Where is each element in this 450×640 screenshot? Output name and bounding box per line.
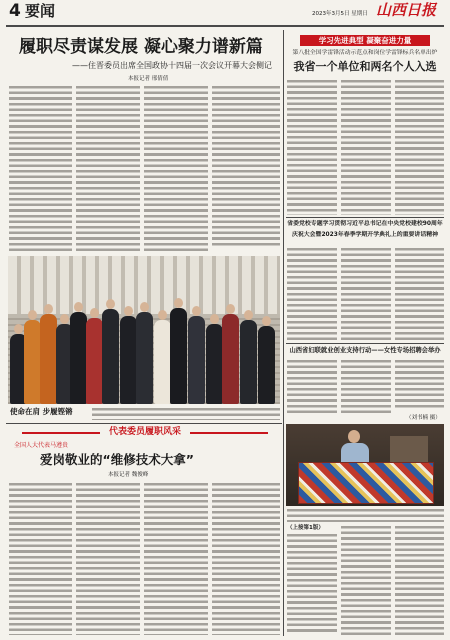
person-head	[262, 316, 271, 326]
person-head	[106, 299, 115, 309]
embroidered-fabric	[298, 462, 434, 504]
embroidery-photo	[286, 424, 444, 506]
sidebar-banner: 学习先进典型 凝聚奋进力量	[300, 35, 430, 46]
lead-subheadline: ——住晋委员出席全国政协十四届一次会议开幕大会侧记	[72, 61, 272, 70]
story1-headline: 我省一个单位和两名个人入选	[293, 60, 437, 73]
person-head	[44, 304, 53, 314]
article-body-column	[212, 483, 280, 635]
person-head	[210, 314, 219, 324]
banner-rule-left	[22, 432, 100, 434]
feature-banner: 代表委员履职风采	[108, 427, 181, 437]
story1-subhead: 第八批全国学雷锋活动示范点和岗位学雷锋标兵名单出炉	[292, 50, 438, 56]
article-body-column	[395, 80, 444, 215]
article-body-column	[212, 86, 280, 247]
person-figure	[136, 312, 153, 404]
article-body-column	[287, 80, 337, 215]
person-figure	[222, 314, 239, 404]
masthead-logo: 山西日报	[376, 1, 437, 19]
person-figure	[258, 326, 275, 404]
person-figure	[40, 314, 57, 404]
person-figure	[154, 320, 171, 404]
person-figure	[70, 312, 87, 404]
banner-rule-right	[190, 432, 268, 434]
person-head	[60, 314, 69, 324]
person-head	[140, 302, 149, 312]
feature-byline: 本报记者 魏俊峰	[108, 472, 149, 478]
issue-date: 2023年3月5日 星期日	[312, 11, 368, 17]
person-figure	[240, 320, 257, 404]
article-body-column	[76, 483, 140, 635]
person-figure	[170, 308, 187, 404]
article-body-column	[341, 360, 391, 416]
person-head	[90, 308, 99, 318]
jump-label: （上接第1版）	[287, 525, 324, 531]
person-head	[124, 306, 133, 316]
article-body-column	[9, 483, 72, 635]
page-number: 4	[9, 1, 21, 21]
column-divider	[283, 30, 284, 636]
lead-byline: 本报记者 邢倩倩	[128, 76, 169, 82]
article-body-column	[341, 80, 391, 215]
feature-headline: 爱岗敬业的“维修技术大拿”	[40, 452, 194, 467]
article-body-column	[395, 526, 444, 635]
story2-headline-line2: 庆祝大会暨2023年春季学期开学典礼上的重要讲话精神	[292, 232, 438, 238]
person-figure	[206, 324, 223, 404]
person-head	[74, 302, 83, 312]
photo-credit: （刘书楠 摄）	[406, 415, 441, 421]
article-body-column	[395, 248, 444, 340]
article-body-column	[287, 248, 337, 340]
lead-photo	[8, 256, 280, 404]
article-body-column	[395, 360, 444, 410]
person-head	[14, 324, 23, 334]
person-figure	[188, 316, 205, 404]
article-body-column	[76, 86, 140, 253]
article-body-column	[287, 534, 337, 635]
person-figure	[86, 318, 103, 404]
person-head	[226, 304, 235, 314]
article-body-column	[9, 86, 72, 253]
article-body-column	[144, 86, 208, 253]
background-frame	[390, 436, 428, 462]
story-rule	[286, 343, 444, 344]
feature-kicker: 全国人大代表马遵贵	[14, 442, 69, 449]
story2-headline-line1: 省委党校专题学习贯彻习近平总书记在中央党校建校90周年	[287, 221, 443, 227]
header-rule	[6, 25, 444, 27]
person-figure	[120, 316, 137, 404]
person-head	[348, 430, 360, 443]
article-body-column	[341, 526, 391, 635]
story3-headline: 山西省妇联就业创业支持行动——女性专场招聘会举办	[289, 347, 441, 354]
person-head	[28, 310, 37, 320]
person-figure	[102, 309, 119, 404]
photo-title: 使命在肩 步履铿锵	[10, 407, 73, 416]
person-head	[158, 310, 167, 320]
photo-caption	[287, 509, 444, 522]
lead-headline: 履职尽责谋发展 凝心聚力谱新篇	[19, 37, 263, 57]
story-rule	[286, 217, 444, 218]
person-head	[244, 310, 253, 320]
section-rule	[6, 423, 282, 424]
article-body-column	[144, 483, 208, 635]
article-body-column	[287, 360, 337, 416]
person-figure	[24, 320, 41, 404]
article-body-column	[341, 248, 391, 340]
section-name: 要闻	[25, 2, 56, 20]
person-head	[192, 306, 201, 316]
person-head	[174, 298, 183, 308]
photo-caption	[92, 408, 280, 420]
